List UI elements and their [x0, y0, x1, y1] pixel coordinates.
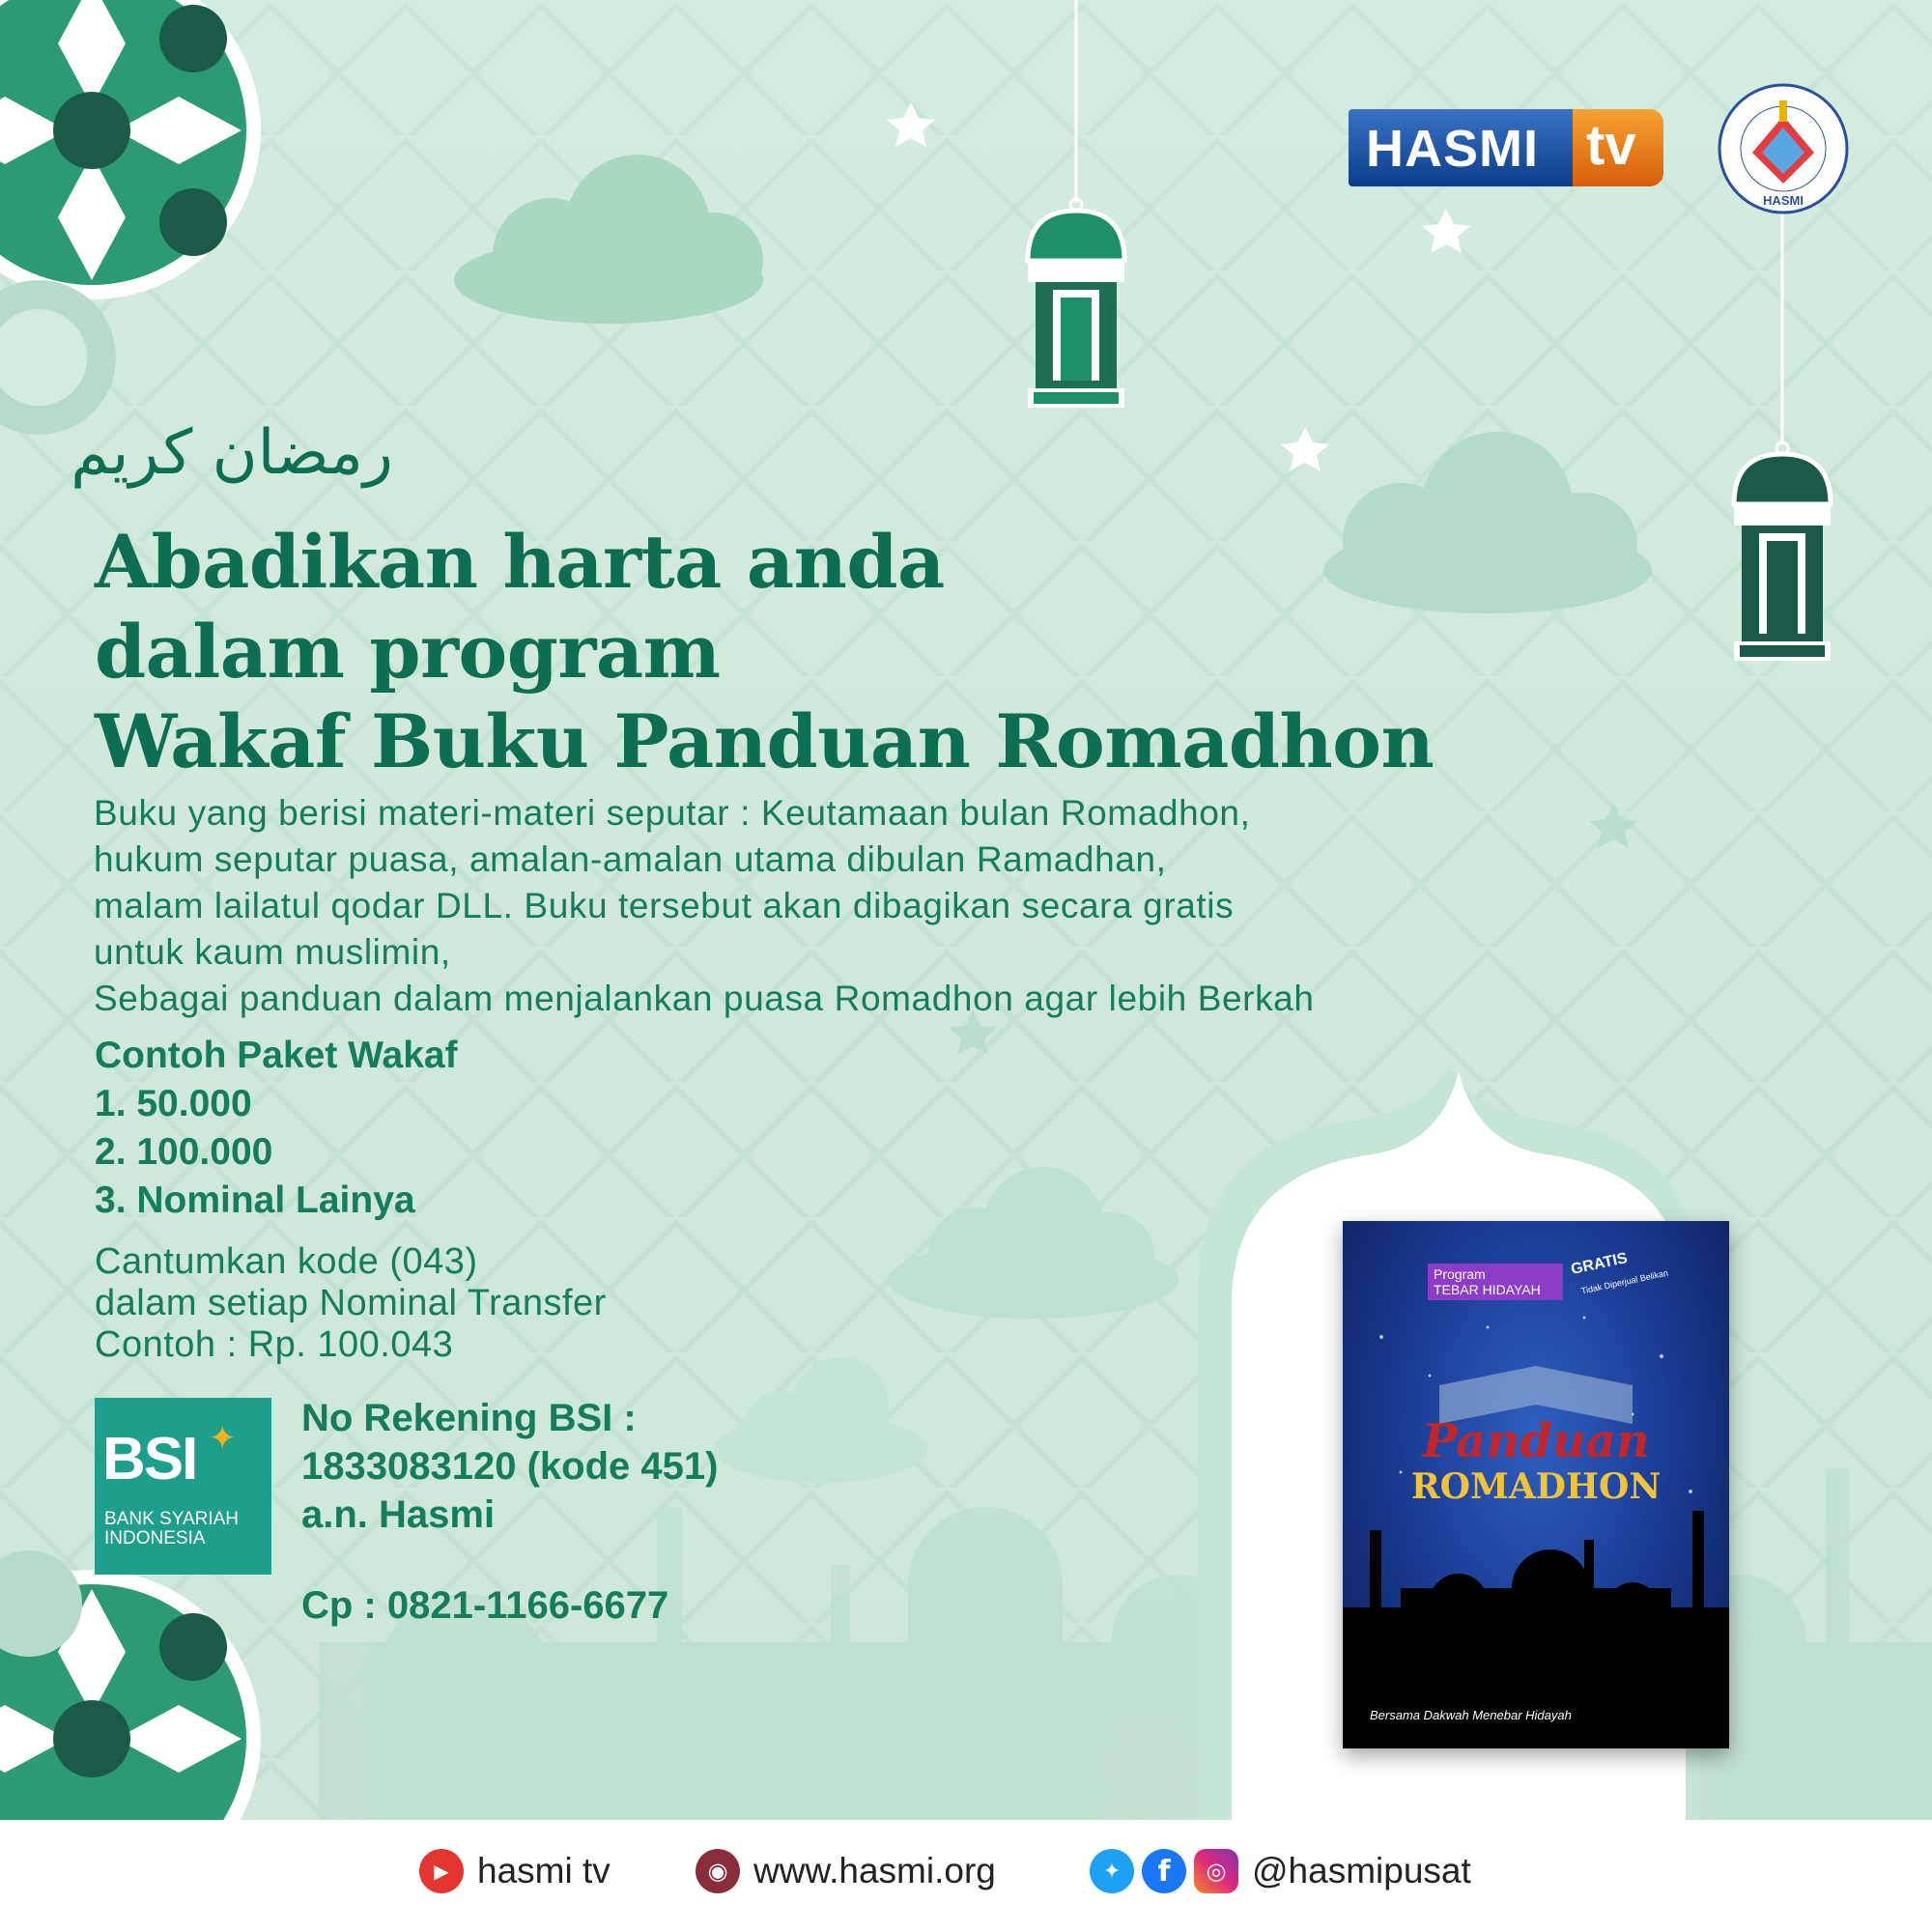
description-line-4: untuk kaum muslimin, [94, 932, 451, 972]
lantern-right [1734, 213, 1831, 661]
paket-item: 1. 50.000 [95, 1083, 252, 1124]
description-line-2: hukum seputar puasa, amalan-amalan utama dibulan Ramadhan, [94, 839, 1167, 879]
kode-line-3: Contoh : Rp. 100.043 [95, 1324, 454, 1365]
description-line-1: Buku yang berisi materi-materi seputar : Keutamaan bulan Romadhon, [94, 793, 1251, 833]
website-icon: ◉ [696, 1849, 740, 1893]
description-line-5: Sebagai panduan dalam menjalankan puasa Romadhon agar lebih Berkah [94, 979, 1315, 1018]
youtube-label: hasmi tv [477, 1851, 611, 1890]
headline-line-3: Wakaf Buku Panduan Romadhon [95, 698, 1435, 784]
bsi-logo-mark: BSI [102, 1426, 197, 1492]
contact-phone: Cp : 0821-1166-6677 [301, 1584, 669, 1627]
website-label: www.hasmi.org [753, 1851, 996, 1890]
kode-line-2: dalam setiap Nominal Transfer [95, 1283, 607, 1323]
hasmi-tv-logo-text: HASMI [1366, 120, 1539, 178]
account-name: a.n. Hasmi [301, 1493, 496, 1536]
gratis-badge: GRATIS [1569, 1250, 1630, 1278]
footer-social[interactable] [1090, 1849, 1471, 1893]
description [94, 790, 1678, 1022]
paket-title: Contoh Paket Wakaf [95, 1035, 458, 1076]
rekening-label: No Rekening BSI : [301, 1397, 637, 1439]
bsi-logo-line-2: INDONESIA [104, 1528, 206, 1548]
star-icon: ✦ [209, 1419, 237, 1458]
book-title-script: Panduan [1422, 1414, 1650, 1468]
twitter-icon: ✦ [1090, 1849, 1134, 1893]
description-line-3: malam lailatul qodar DLL. Buku tersebut akan dibagikan secara gratis [94, 886, 1235, 925]
bsi-logo-line-1: BANK SYARIAH [104, 1509, 240, 1529]
ornament-bottom-left [0, 1550, 261, 1820]
book-title-main: ROMADHON [1410, 1466, 1662, 1507]
program-label-box [1428, 1264, 1563, 1300]
bank-account-info [301, 1394, 718, 1539]
paket-item: 3. Nominal Lainya [95, 1179, 415, 1221]
facebook-icon: f [1142, 1849, 1186, 1893]
kode-line-1: Cantumkan kode (043) [95, 1241, 478, 1282]
rekening-number: 1833083120 (kode 451) [301, 1445, 719, 1488]
book-cover [1343, 1221, 1729, 1748]
paket-item: 2. 100.000 [95, 1131, 273, 1173]
transfer-code-info [95, 1241, 607, 1366]
footer-youtube[interactable] [419, 1849, 611, 1893]
ornament-top-left [0, 0, 261, 435]
program-name: TEBAR HIDAYAH [1434, 1282, 1541, 1297]
footer-bar [0, 1820, 1932, 1932]
hasmi-tv-logo-tv: tv [1586, 114, 1636, 177]
cloud-lower [715, 1357, 927, 1483]
footer-website[interactable] [696, 1849, 996, 1893]
social-handle: @hasmipusat [1252, 1851, 1471, 1890]
lantern-left [1028, 0, 1124, 408]
paket-wakaf-list [95, 1032, 458, 1225]
youtube-icon: ▶ [419, 1849, 464, 1893]
cloud-middle [889, 1167, 1179, 1319]
book-tagline: Bersama Dakwah Menebar Hidayah [1370, 1708, 1572, 1722]
headline-line-1: Abadikan harta anda [95, 519, 945, 605]
cloud-top [454, 155, 763, 324]
headline-line-2: dalam program [95, 609, 721, 695]
gratis-badge-sub: Tidak Diperjual Belikan [1579, 1267, 1669, 1296]
hasmi-seal-logo [1718, 83, 1849, 214]
hasmi-seal-name: HASMI [1763, 193, 1804, 208]
instagram-icon: ◎ [1194, 1849, 1238, 1893]
bsi-logo [95, 1398, 271, 1575]
hasmi-tv-logo [1349, 109, 1663, 186]
ramadan-kareem-calligraphy: رمضان كريم [71, 417, 393, 489]
program-label: Program [1434, 1266, 1486, 1282]
headline [95, 517, 1544, 786]
